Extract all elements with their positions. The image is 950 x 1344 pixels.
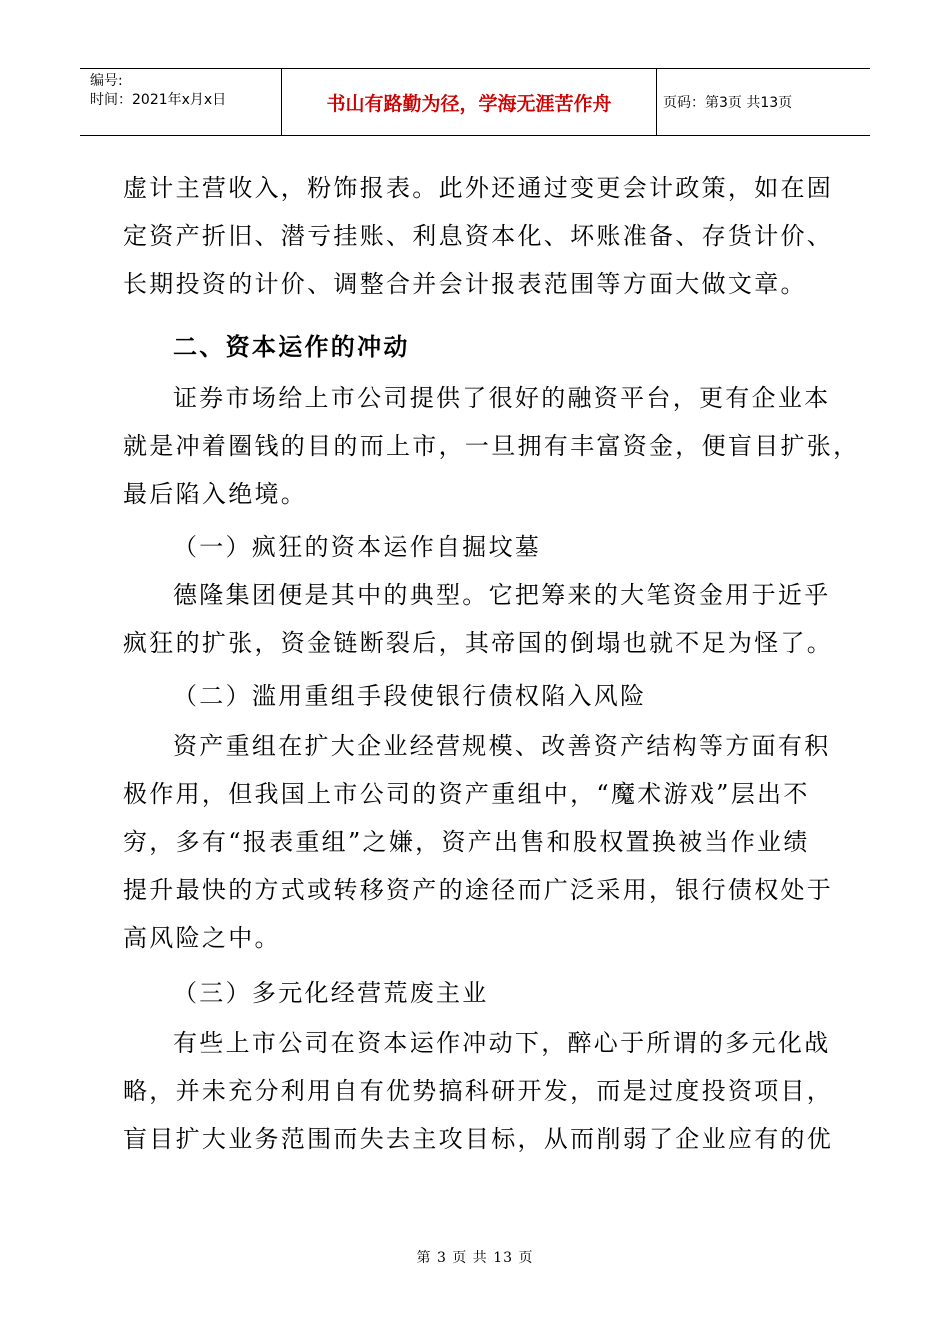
text-line: 虚计主营收入，粉饰报表。此外还通过变更会计政策，如在固	[123, 174, 834, 202]
text-line: 穷，多有“报表重组”之嫌，资产出售和股权置换被当作业绩	[123, 828, 810, 856]
number-label: 编号:	[90, 73, 123, 89]
text-line: 就是冲着圈钱的目的而上市，一旦拥有丰富资金，便盲目扩张，	[123, 432, 860, 460]
page-footer: 第 3 页 共 13 页	[416, 1250, 534, 1266]
text-line: 证券市场给上市公司提供了很好的融资平台，更有企业本	[173, 384, 831, 412]
text-line: 略，并未充分利用自有优势搞科研开发，而是过度投资项目，	[123, 1077, 834, 1105]
text-line: 有些上市公司在资本运作冲动下，醉心于所谓的多元化战	[173, 1029, 831, 1057]
text-line: 极作用，但我国上市公司的资产重组中，“魔术游戏”层出不	[123, 780, 810, 808]
subsection-heading: （三）多元化经营荒废主业	[173, 979, 489, 1007]
subsection-heading: （一）疯狂的资本运作自掘坟墓	[173, 533, 542, 561]
text-line: 资产重组在扩大企业经营规模、改善资产结构等方面有积	[173, 732, 831, 760]
text-line: 德隆集团便是其中的典型。它把筹来的大笔资金用于近乎	[173, 581, 831, 609]
subsection-heading: （二）滥用重组手段使银行债权陷入风险	[173, 682, 647, 710]
document-header	[80, 68, 870, 136]
text-line: 最后陷入绝境。	[123, 480, 308, 508]
section-heading: 二、资本运作的冲动	[173, 333, 410, 361]
text-line: 疯狂的扩张，资金链断裂后，其帝国的倒塌也就不足为怪了。	[123, 629, 834, 657]
date-label: 时间：2021年x月x日	[90, 92, 227, 108]
text-line: 定资产折旧、潜亏挂账、利息资本化、坏账准备、存货计价、	[123, 222, 834, 250]
header-meta	[80, 69, 282, 135]
text-line: 高风险之中。	[123, 924, 281, 952]
header-motto: 书山有路勤为径，学海无涯苦作舟	[282, 69, 657, 135]
text-line: 盲目扩大业务范围而失去主攻目标，从而削弱了企业应有的优	[123, 1125, 834, 1153]
text-line: 提升最快的方式或转移资产的途径而广泛采用，银行债权处于	[123, 876, 834, 904]
text-line: 长期投资的计价、调整合并会计报表范围等方面大做文章。	[123, 270, 807, 298]
header-page-info: 页码：第3页 共13页	[663, 95, 793, 111]
